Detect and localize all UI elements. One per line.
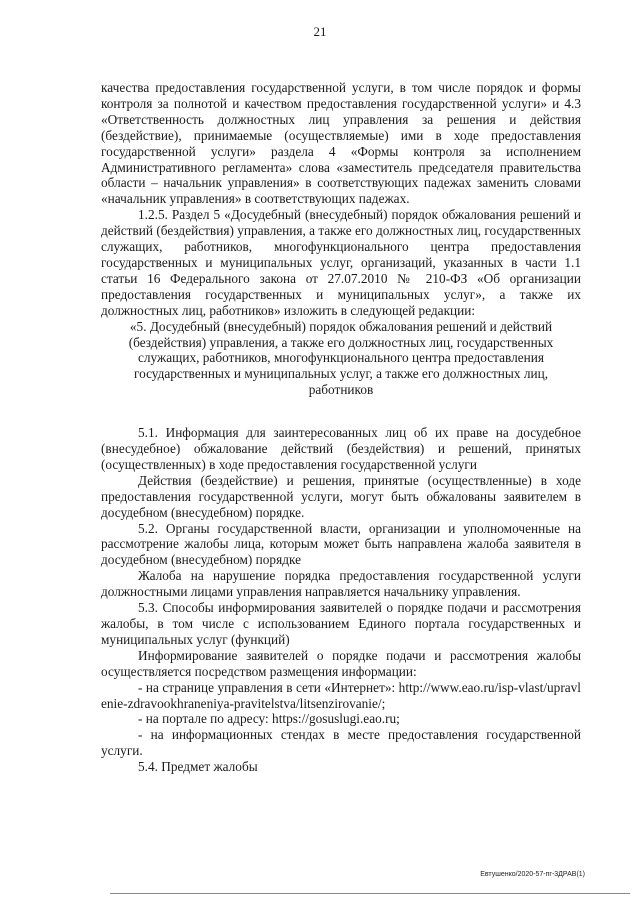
bottom-divider xyxy=(110,893,630,894)
list-item-portal: - на портале по адресу: https://gosuslugi.eao.ru; xyxy=(138,711,400,727)
list-item-website: - на странице управления в сети «Интернет»: http://www.eao.ru/isp-vlast/upravlenie-zdravookhraneniya-pravitelstva/litsenzirovanie/; xyxy=(101,679,581,711)
document-body xyxy=(101,80,581,775)
paragraph-1-2-5: 1.2.5. Раздел 5 «Досудебный (внесудебный) порядок обжалования решений и действий (бездействия) управления, а также его должностных лиц, государственных служащих, работников, многофункционального центра предоставления государственных и муниципальных услуг, организаций, указанных в части 1.1 статьи 16 Федерального закона от 27.07.2010 № 210-ФЗ «Об организации предоставления государственных и муниципальных услуг», а также их должностных лиц, работников» изложить в следующей редакции: xyxy=(101,207,581,318)
paragraph-5-2-text: Жалоба на нарушение порядка предоставления государственной услуги должностными лицами управления направляется начальнику управления. xyxy=(101,568,581,600)
page-number: 21 xyxy=(313,24,327,39)
document-code: Евтушенко/2020-57-пг-3ДРАВ(1) xyxy=(480,871,585,878)
list-item-stands: - на информационных стендах в месте предоставления государственной услуги. xyxy=(101,727,581,759)
paragraph-5-3: 5.3. Способы информирования заявителей о порядке подачи и рассмотрения жалобы, в том числе с использованием Единого портала государственных и муниципальных услуг (функций) xyxy=(101,600,581,647)
blank-line xyxy=(101,398,581,425)
section-5-title: «5. Досудебный (внесудебный) порядок обжалования решений и действий (бездействия) управления, а также его должностных лиц, государственных служащих, работников, многофункционального центра предоставления государственных и муниципальных услуг, а также его должностных лиц, работников xyxy=(128,318,554,398)
paragraph-continuation: качества предоставления государственной услуги, в том числе порядок и формы контроля за полнотой и качеством предоставления государственной услуги» и 4.3 «Ответственность должностных лиц управления за решения и действия (бездействие), принимаемые (осуществляемые) ими в ходе предоставления государственной услуги» раздела 4 «Формы контроля за исполнением Административного регламента» слова «заместитель председателя правительства области – начальник управления» в соответствующих падежах заменить словами «начальник управления» в соответствующих падежах. xyxy=(101,80,581,207)
paragraph-5-1: 5.1. Информация для заинтересованных лиц об их праве на досудебное (внесудебное) обжалование действий (бездействия) и решений, принятых (осуществленных) в ходе предоставления государственной услуги xyxy=(101,425,581,472)
paragraph-5-1-text: Действия (бездействие) и решения, принятые (осуществленные) в ходе предоставления государственной услуги, могут быть обжалованы заявителем в досудебном (внесудебном) порядке. xyxy=(101,472,581,520)
paragraph-5-3-text: Информирование заявителей о порядке подачи и рассмотрения жалобы осуществляется посредством размещения информации: xyxy=(101,647,581,679)
paragraph-5-2: 5.2. Органы государственной власти, организации и уполномоченные на рассмотрение жалобы лица, которым может быть направлена жалоба заявителя в досудебном (внесудебном) порядке xyxy=(101,520,581,568)
paragraph-5-4: 5.4. Предмет жалобы xyxy=(138,759,258,775)
